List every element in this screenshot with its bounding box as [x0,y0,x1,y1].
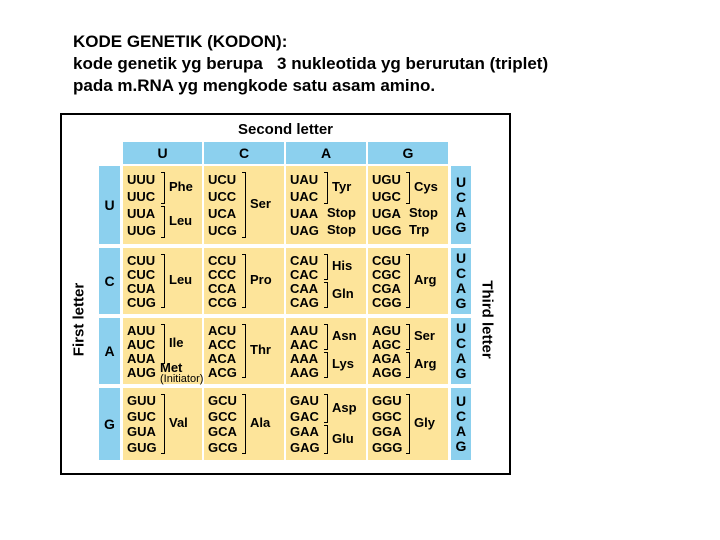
codon-text: GUC [127,408,156,424]
codon-text: GGA [372,424,402,440]
codon-text: AUU [127,322,156,338]
codon-text: AGU [372,322,401,338]
codon-text: GUU [127,393,156,409]
third-letter-label: U [455,250,467,266]
codon-bracket [161,206,165,238]
codon-text: UGA [372,206,401,221]
third-letter-label: C [455,335,467,351]
codon-text: GAC [290,408,319,424]
amino-acid-label: Glu [332,430,354,446]
codon-bracket [406,172,410,204]
codon-bracket [161,254,165,308]
amino-acid-label: Trp [409,221,430,237]
codon-text: UGG [372,223,402,238]
third-letter-label: U [455,174,467,190]
amino-acid-label: Cys [414,179,438,194]
amino-acid-label: Thr [250,342,271,357]
codon-text: UAC [290,189,319,204]
codon-bracket [324,324,328,350]
amino-acid-label: Tyr [332,179,352,194]
codon-text: ACU [208,322,237,338]
amino-acid-label: Ser [250,196,271,211]
amino-acid-label: Asp [332,399,357,415]
codon-text: AGA [372,350,401,366]
codon-text: UGC [372,189,401,204]
third-letter-group [451,388,471,460]
codon-text: UAG [290,223,319,238]
codon-text: AGG [372,364,402,380]
amino-acid-label: Arg [414,356,437,371]
codon-text: CGU [372,252,401,268]
codon-bracket [324,352,328,378]
amino-acid-label: Phe [169,179,193,194]
codon-text: CGG [372,294,402,310]
codon-text: CUU [127,252,156,268]
codon-bracket [406,324,410,350]
codon-text: GGC [372,408,402,424]
third-letter-label: G [455,438,467,454]
amino-acid-label: Arg [414,272,437,287]
codon-text: GAU [290,393,319,409]
third-letter-label: C [455,408,467,424]
codon-bracket [242,172,246,238]
codon-text: ACC [208,336,237,352]
first-letter-header: U [99,166,120,244]
codon-text: GGG [372,439,403,455]
third-letter-label: A [455,204,467,220]
amino-acid-label: Ile [169,335,184,350]
codon-bracket [161,172,165,204]
amino-acid-label: Gln [332,286,354,301]
codon-text: GCG [208,439,238,455]
second-letter-header: U [123,142,202,164]
amino-acid-label: Gly [414,415,435,430]
codon-text: GCU [208,393,237,409]
codon-bracket [242,254,246,308]
codon-bracket [324,394,328,423]
third-letter-label: A [455,280,467,296]
codon-text: CCG [208,294,237,310]
codon-text: AUC [127,336,156,352]
first-letter-header: A [99,318,120,384]
amino-acid-label: Stop [327,221,356,237]
codon-text: AUG [127,364,156,380]
codon-bracket [161,394,165,454]
second-letter-header: G [368,142,448,164]
codon-text: AGC [372,336,401,352]
codon-text: GCA [208,424,237,440]
codon-text: GGU [372,393,402,409]
first-letter-header: G [99,388,120,460]
codon-text: UCA [208,206,237,221]
codon-text: GCC [208,408,237,424]
third-letter-group [451,248,471,314]
first-letter-title: First letter [70,282,88,357]
codon-text: GUA [127,424,156,440]
heading-line-3: pada m.RNA yg mengkode satu asam amino. [73,76,436,95]
codon-text: UUG [127,223,156,238]
codon-text: CAA [290,280,319,296]
codon-text: UCU [208,172,237,187]
third-letter-label: G [455,295,467,311]
codon-text: CAG [290,294,319,310]
codon-text: CCU [208,252,237,268]
codon-bracket [324,282,328,308]
codon-text: CCC [208,266,237,282]
third-letter-group [451,166,471,244]
third-letter-title: Third letter [478,280,496,359]
heading-line-2: kode genetik yg berupa 3 nukleotida yg berurutan (triplet) [73,54,549,73]
codon-text: AAG [290,364,319,380]
codon-text: AAA [290,350,319,366]
third-letter-label: G [455,365,467,381]
codon-text: AUA [127,350,156,366]
codon-text: CUC [127,266,156,282]
codon-bracket [324,254,328,280]
codon-bracket [242,324,246,378]
codon-bracket [324,425,328,454]
third-letter-label: U [455,393,467,409]
codon-text: UCC [208,189,237,204]
amino-acid-label: Pro [250,272,272,287]
codon-bracket [406,254,410,308]
codon-bracket [406,394,410,454]
second-letter-header: C [204,142,284,164]
amino-acid-label: Val [169,415,188,430]
codon-text: CCA [208,280,237,296]
codon-text: GAG [290,439,320,455]
amino-acid-label: Ser [414,328,435,343]
codon-text: CAC [290,266,319,282]
codon-text: ACA [208,350,237,366]
codon-bracket [324,172,328,204]
codon-bracket [406,352,410,378]
third-letter-label: G [455,219,467,235]
amino-acid-label: Met [160,360,183,375]
codon-text: AAC [290,336,319,352]
codon-text: UAU [290,172,319,187]
codon-text: UUU [127,172,156,187]
codon-text: CGC [372,266,401,282]
codon-text: GAA [290,424,319,440]
amino-acid-label: Leu [169,272,193,287]
codon-text: UUC [127,189,156,204]
second-letter-title: Second letter [237,121,334,138]
genetic-code-table [60,113,511,475]
third-letter-label: A [455,350,467,366]
third-letter-group [451,318,471,384]
first-letter-header: C [99,248,120,314]
codon-text: GUG [127,439,157,455]
third-letter-label: A [455,423,467,439]
codon-text: UGU [372,172,401,187]
codon-text: CUA [127,280,156,296]
initiator-note: (Initiator) [160,373,204,385]
third-letter-label: U [455,320,467,336]
codon-text: CUG [127,294,156,310]
amino-acid-label: Asn [332,328,357,343]
codon-text: AAU [290,322,319,338]
codon-text: UAA [290,206,319,221]
third-letter-label: C [455,189,467,205]
codon-text: UUA [127,206,156,221]
heading [73,31,713,97]
codon-text: CAU [290,252,319,268]
amino-acid-label: Stop [409,204,438,220]
third-letter-label: C [455,265,467,281]
amino-acid-label: His [332,258,353,273]
codon-text: ACG [208,364,237,380]
amino-acid-label: Ala [250,415,271,430]
codon-bracket [161,324,165,364]
codon-text: CGA [372,280,401,296]
amino-acid-label: Stop [327,204,356,220]
amino-acid-label: Lys [332,356,354,371]
amino-acid-label: Leu [169,213,193,228]
second-letter-header: A [286,142,366,164]
heading-line-1: KODE GENETIK (KODON): [73,32,288,51]
codon-text: UCG [208,223,237,238]
codon-bracket [242,394,246,454]
